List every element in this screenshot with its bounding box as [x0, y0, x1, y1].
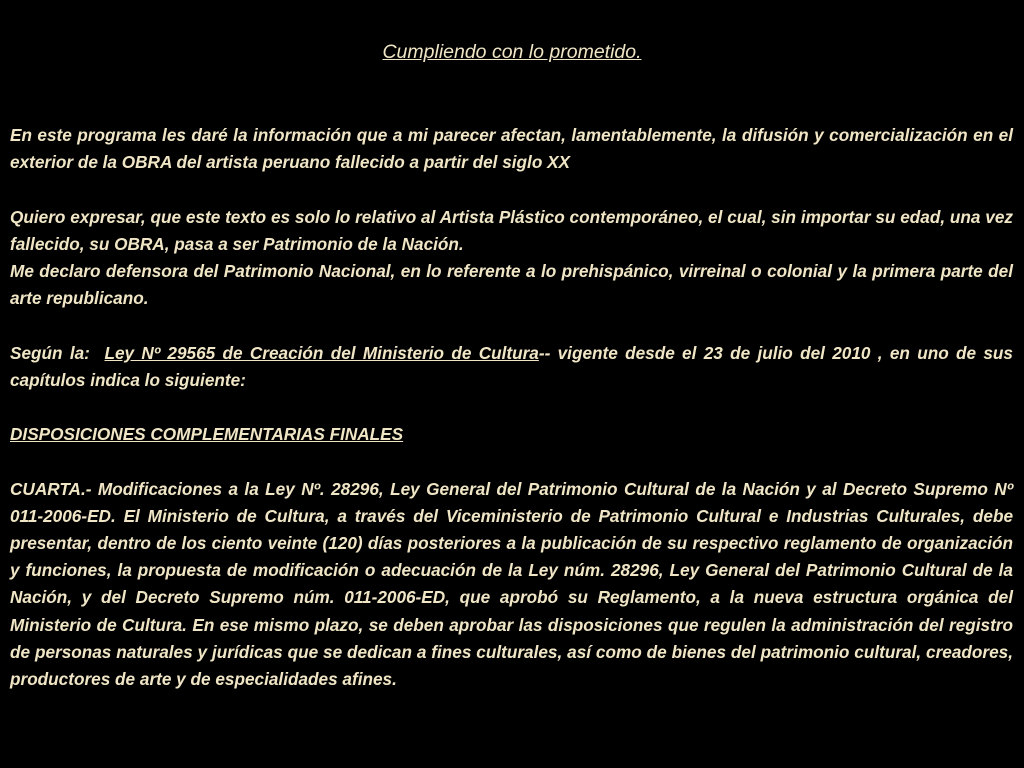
paragraph-spacer [10, 448, 1013, 475]
declaration-paragraph: Me declaro defensora del Patrimonio Nacional, en lo referente a lo prehispánico, virreinal o colonial y la primera parte del arte republicano. [10, 261, 1013, 309]
cuarta-paragraph: CUARTA.- Modificaciones a la Ley Nº. 28296, Ley General del Patrimonio Cultural de la Nación y al Decreto Supremo Nº 011-2006-ED. El Ministerio de Cultura, a través del Viceministerio de Patrimonio Cultural e Industrias Culturales, debe presentar, dentro de los ciento veinte (120) días posteriores a la publicación de su respectivo reglamento de organización y funciones, la propuesta de modificación o adecuación de la Ley núm. 28296, Ley General del Patrimonio Cultural de la Nación, y del Decreto Supremo núm. 011-2006-ED, que aprobó su Reglamento, a la nueva estructura orgánica del Ministerio de Cultura. En ese mismo plazo, se deben aprobar las disposiciones que regulen la administración del registro de personas naturales y jurídicas que se dedican a fines culturales, así como de bienes del patrimonio cultural, creadores, productores de arte y de especialidades afines. [10, 478, 1013, 689]
law-suffix: -- vigente desde el 23 de julio del 2010 , en uno de sus capítulos indica lo siguiente: [10, 342, 1013, 390]
paragraph-spacer [10, 312, 1013, 339]
law-link[interactable]: Ley Nº 29565 de Creación del Ministerio de Cultura [104, 342, 539, 363]
law-reference-paragraph [10, 340, 1013, 394]
paragraph-spacer [10, 394, 1013, 421]
law-prefix: Según la: [10, 342, 90, 363]
slide-title: Cumpliendo con lo prometido. [382, 41, 642, 63]
paragraph-spacer [10, 176, 1013, 203]
slide-body [10, 122, 1013, 693]
scope-paragraph: Quiero expresar, que este texto es solo lo relativo al Artista Plástico contemporáneo, el cual, sin importar su edad, una vez fallecido, su OBRA, pasa a ser Patrimonio de la Nación. [10, 206, 1013, 254]
section-heading: DISPOSICIONES COMPLEMENTARIAS FINALES [10, 424, 404, 445]
intro-paragraph: En este programa les daré la información que a mi parecer afectan, lamentablemente, la difusión y comercialización en el exterior de la OBRA del artista peruano fallecido a partir del siglo XX [10, 125, 1013, 173]
